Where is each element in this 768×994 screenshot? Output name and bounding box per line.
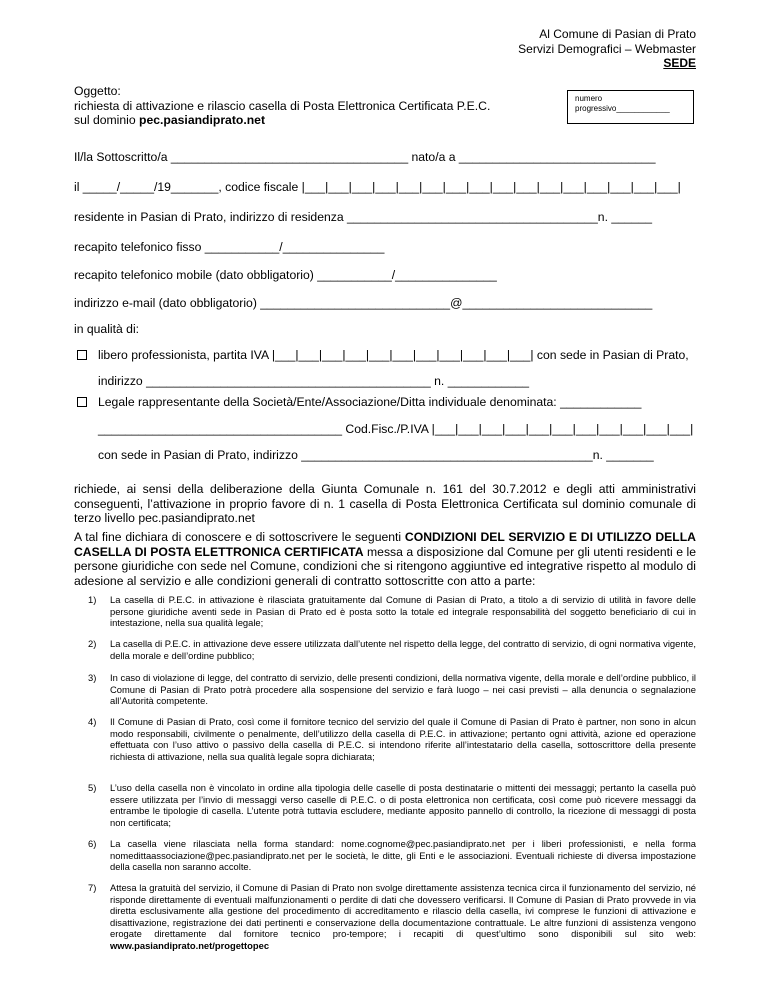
condition-text: In caso di violazione di legge, del contratto di servizio, delle presenti condizioni, della normativa vigente, della morale e dell’ordine pubblico, il Comune di Pasian di Prato potrà procedere alla sospensione del servizio e farà luogo – nei casi previsti – alla denuncia o segnalazione all’Autorità competente. (110, 672, 696, 706)
condition-number: 5) (88, 782, 97, 793)
progettopec-link[interactable]: www.pasiandiprato.net/progettopec (110, 939, 270, 951)
form-line-residenza[interactable]: residente in Pasian di Prato, indirizzo di residenza _____________________________________n. ______ (74, 210, 653, 224)
condition-number: 2) (88, 638, 97, 649)
subject-line-2-prefix: sul dominio (74, 113, 140, 127)
condition-text: La casella viene rilasciata nella forma standard: nome.cognome@pec.pasiandiprato.net per i liberi professionisti, e nella forma nomedittaassociazione@pec.pasiandiprato.net per le società, le ditte, gli Enti e le associazioni. Eventuali richieste di diversa impostazione della casella non saranno accolte. (110, 838, 696, 872)
option-legale-rappresentante-line-3[interactable]: con sede in Pasian di Prato, indirizzo ___________________________________________n. _______ (98, 448, 654, 462)
checkbox-libero-professionista[interactable] (77, 350, 87, 360)
condition-text: L’uso della casella non è vincolato in ordine alla tipologia delle caselle di posta destinatarie o mittenti dei messaggi; pertanto la casella può essere utilizzata per l’invio di messaggi verso caselle di P.E.C. o di posta elettronica non certificata, così come può ricevere messaggi da entrambe le tipologie di casella. L’utente potrà tuttavia escludere, mediante apposito pannello di controllo, la ricezione di messaggi di posta non certificata; (110, 782, 696, 828)
form-line-birth-cf[interactable]: il _____/_____/19_______, codice fiscale |___|___|___|___|___|___|___|___|___|___|___|___|___|___|___|___| (74, 180, 681, 194)
recipient-line-2: Servizi Demografici – Webmaster (518, 41, 696, 56)
numero-progressivo-box (567, 90, 694, 124)
intro-paragraph (74, 530, 696, 588)
form-line-telefono-fisso[interactable]: recapito telefonico fisso ___________/_______________ (74, 240, 385, 254)
progressivo-label: progressivo____________ (575, 104, 670, 113)
condition-number: 1) (88, 594, 97, 605)
form-line-telefono-mobile[interactable]: recapito telefonico mobile (dato obbligatorio) ___________/_______________ (74, 268, 497, 282)
subject-block (74, 84, 554, 128)
intro-post: messa a disposizione dal Comune per gli utenti residenti e le persone giuridiche con sede nel Comune, condizioni che si ritengono aggiuntive ed integrative rispetto al modulo di adesione al servizio e alle condizioni generali di contratto sottoscritte con atto a parte: (74, 544, 696, 588)
recipient-line-1: Al Comune di Pasian di Prato (539, 27, 696, 41)
intro-pre: A tal fine dichiara di conoscere e di sottoscrivere le seguenti (74, 530, 405, 544)
condition-text: La casella di P.E.C. in attivazione è rilasciata gratuitamente dal Comune di Pasian di Prato, a titolo a di servizio di utilità in favore delle persone giuridiche aventi sede in Pasian di Prato ed è posta sotto la totale ed integrale responsabilità del soggetto beneficiario di cui in intestazione, nella sua qualità legale; (110, 594, 696, 628)
option-libero-professionista-line-1[interactable]: libero professionista, partita IVA |___|___|___|___|___|___|___|___|___|___|___| con sede in Pasian di Prato, (98, 348, 689, 362)
option-libero-professionista-line-2[interactable]: indirizzo __________________________________________ n. ____________ (98, 374, 530, 388)
subject-line-2 (74, 113, 554, 128)
condition-number: 7) (88, 882, 97, 893)
option-legale-rappresentante-line-1[interactable]: Legale rappresentante della Società/Ente/Associazione/Ditta individuale denominata: ____________ (98, 395, 642, 409)
checkbox-legale-rappresentante[interactable] (77, 397, 87, 407)
condition-text: Il Comune di Pasian di Prato, così come il fornitore tecnico del servizio del quale il Comune di Pasian di Prato è partner, non sono in alcun modo responsabili, civilmente o penalmente, dell’utilizzo della casella di P.E.C. in attivazione; pertanto ogni attività, azione ed operazione effettuata con l’uso attivo o passivo della casella di P.E.C. si intendono riferite all’intestatario della casella, sottoscrittore della presente richiesta di attivazione, nella sua qualità legale sopra dichiarata; (110, 716, 696, 762)
condition-number: 4) (88, 716, 97, 727)
subject-domain: pec.pasiandiprato.net (139, 113, 266, 127)
subject-line-1: richiesta di attivazione e rilascio casella di Posta Elettronica Certificata P.E.C. (74, 98, 491, 113)
in-qualita-label: in qualità di: (74, 322, 140, 336)
recipient-address (518, 27, 696, 71)
recipient-line-3: SEDE (663, 56, 696, 70)
numero-label: numero (575, 94, 603, 103)
subject-label: Oggetto: (74, 84, 121, 98)
condition-text (110, 882, 696, 951)
intro-bold: CONDIZIONI DEL SERVIZIO E DI UTILIZZO DELLA CASELLA DI POSTA ELETTRONICA CERTIFICATA (74, 530, 696, 559)
condition-text-body: Attesa la gratuità del servizio, il Comune di Pasian di Prato non svolge direttamente assistenza tecnica circa il funzionamento del servizio, né risponde direttamente di eventuali malfunzionamenti o perdite di dati che dovessero verificarsi. Il Comune di Pasian di Prato provvede in via diretta esclusivamente alla gestione del procedimento di accreditamento e rilascio della casella, ivi comprese le funzioni di attivazione e disattivazione, registrazione dei dati pertinenti e conservazione della documentazione contrattuale. Le altre funzioni di assistenza vengono erogate direttamente dal fornitore tecnico pro-tempore; i recapiti di quest’ultimo sono disponibili sul sito web: (110, 882, 696, 939)
condition-number: 6) (88, 838, 97, 849)
condition-text: La casella di P.E.C. in attivazione deve essere utilizzata dall’utente nel rispetto della legge, del contratto di servizio, di ogni normativa vigente, della morale e dell’ordine pubblico; (110, 638, 696, 661)
richiede-paragraph: richiede, ai sensi della deliberazione della Giunta Comunale n. 161 del 30.7.2012 e degli atti amministrativi conseguenti, l’attivazione in proprio favore di n. 1 casella di Posta Elettronica Certificata sul dominio comunale di terzo livello pec.pasiandiprato.net (74, 482, 696, 526)
form-line-name[interactable]: Il/la Sottoscritto/a ___________________________________ nato/a a _____________________________ (74, 150, 656, 164)
condition-number: 3) (88, 672, 97, 683)
form-line-email[interactable]: indirizzo e-mail (dato obbligatorio) ____________________________@____________________________ (74, 296, 653, 310)
option-legale-rappresentante-line-2[interactable]: ____________________________________ Cod.Fisc./P.IVA |___|___|___|___|___|___|___|___|___|___|___| (98, 422, 694, 436)
